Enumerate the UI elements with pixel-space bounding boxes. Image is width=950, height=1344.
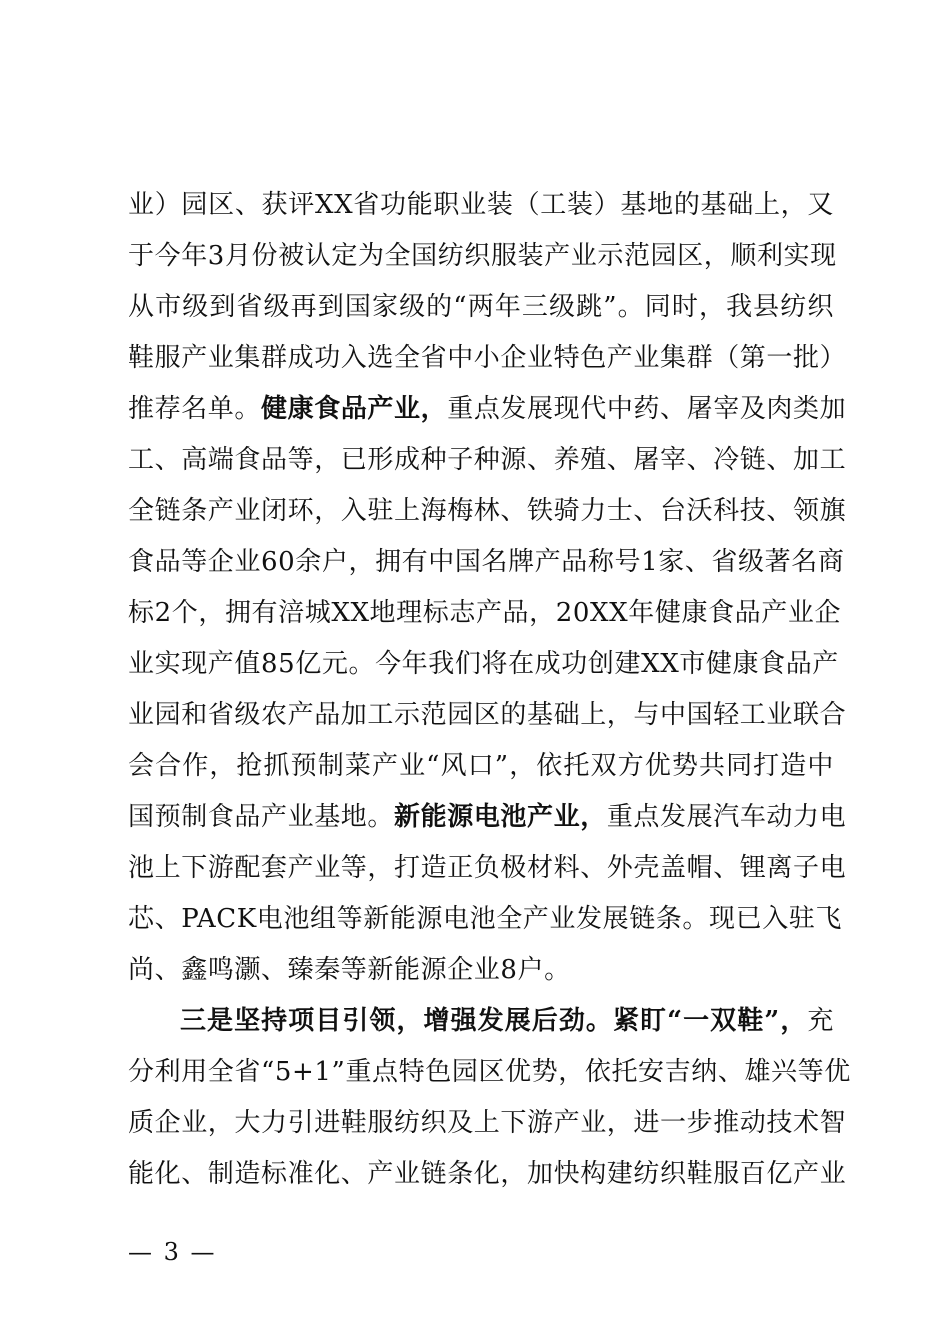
text-line: 会合作，抢抓预制菜产业“风口”，依托双方优势共同打造中 xyxy=(128,751,834,781)
text-line: 尚、鑫鸣灏、臻秦等新能源企业8户。 xyxy=(128,955,571,985)
text-run: 重点发展现代中药、屠宰及肉类加 xyxy=(447,394,847,424)
text-line: 全链条产业闭环，入驻上海梅林、铁骑力士、台沃科技、领旗 xyxy=(128,496,847,526)
text-line: 于今年3月份被认定为全国纺织服装产业示范园区，顺利实现 xyxy=(128,241,837,271)
page-number: — 3 — xyxy=(128,1238,217,1266)
text-line xyxy=(128,384,847,435)
text-line: 池上下游配套产业等，打造正负极材料、外壳盖帽、锂离子电 xyxy=(128,853,847,883)
text-run: 国预制食品产业基地。 xyxy=(128,802,395,832)
text-run: 充 xyxy=(807,1006,834,1036)
text-line: 食品等企业60余户，拥有中国名牌产品称号1家、省级著名商 xyxy=(128,547,845,577)
body-text xyxy=(128,180,851,1200)
text-line: 业）园区、获评XX省功能职业装（工装）基地的基础上，又 xyxy=(128,190,834,220)
text-line: 能化、制造标准化、产业链条化，加快构建纺织鞋服百亿产业 xyxy=(128,1159,847,1189)
text-line: 从市级到省级再到国家级的“两年三级跳”。同时，我县纺织 xyxy=(128,292,834,322)
text-line: 分利用全省“5+1”重点特色园区优势，依托安吉纳、雄兴等优 xyxy=(128,1057,851,1087)
text-line: 业园和省级农产品加工示范园区的基础上，与中国轻工业联合 xyxy=(128,700,847,730)
bold-heading-new-energy-battery: 新能源电池产业， xyxy=(394,802,607,832)
bold-heading-project-leading: 三是坚持项目引领，增强发展后劲。紧盯“一双鞋”， xyxy=(180,1006,808,1036)
text-line: 质企业，大力引进鞋服纺织及上下游产业，进一步推动技术智 xyxy=(128,1108,847,1138)
paragraph-first-line xyxy=(128,996,834,1047)
text-run: 重点发展汽车动力电 xyxy=(606,802,847,832)
text-line xyxy=(128,792,847,843)
bold-heading-health-food: 健康食品产业， xyxy=(261,394,448,424)
text-line: 鞋服产业集群成功入选全省中小企业特色产业集群（第一批） xyxy=(128,343,847,373)
text-run: 推荐名单。 xyxy=(128,394,262,424)
text-line: 芯、PACK电池组等新能源电池全产业发展链条。现已入驻飞 xyxy=(128,904,843,934)
text-line: 业实现产值85亿元。今年我们将在成功创建XX市健康食品产 xyxy=(128,649,839,679)
text-line: 工、高端食品等，已形成种子种源、养殖、屠宰、冷链、加工 xyxy=(128,445,847,475)
text-line: 标2个，拥有涪城XX地理标志产品，20XX年健康食品产业企 xyxy=(128,598,842,628)
